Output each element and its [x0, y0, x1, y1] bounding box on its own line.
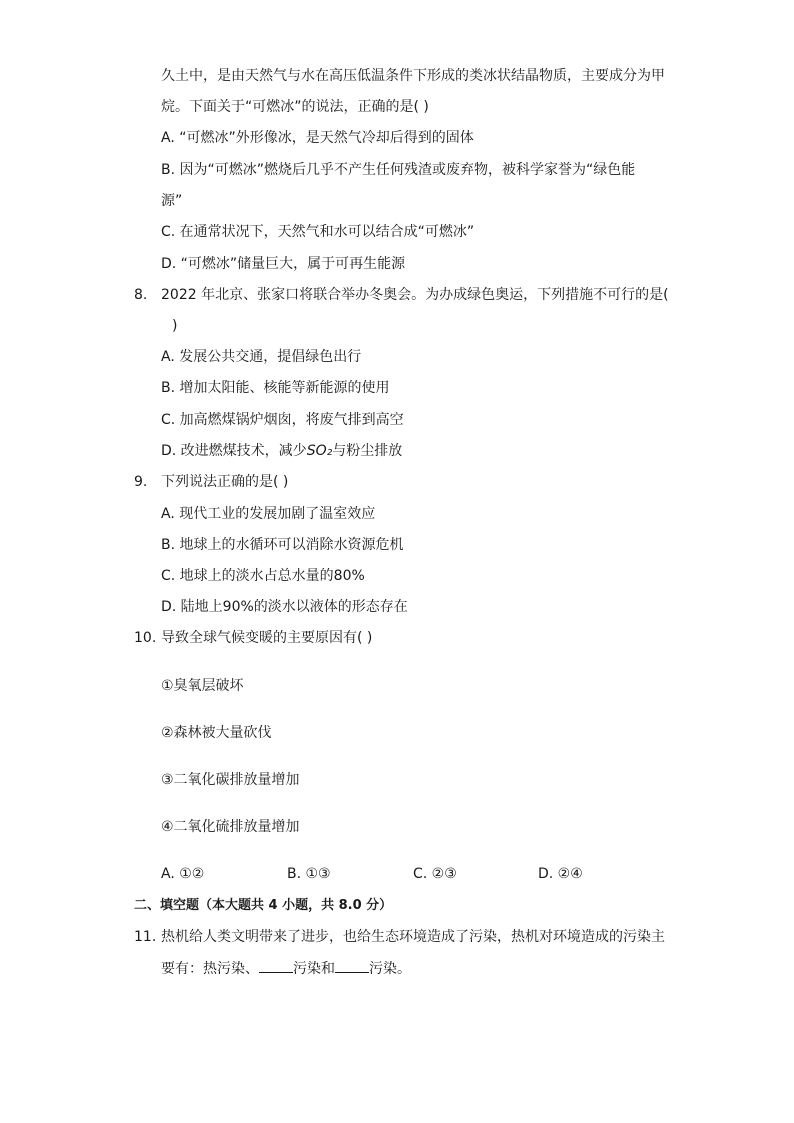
q7-option-d: D. “可燃冰”储量巨大，属于可再生能源	[161, 256, 406, 272]
q8-stem-line1: 2022 年北京、张家口将联合举办冬奥会。为办成绿色奥运，下列措施不可行的是(	[161, 287, 669, 303]
q8-option-a: A. 发展公共交通，提倡绿色出行	[161, 349, 362, 365]
q8-stem-line2: )	[172, 318, 178, 334]
q9-option-a: A. 现代工业的发展加剧了温室效应	[161, 506, 376, 522]
section-2-title: 二、填空题（本大题共 4 小题，共 8.0 分）	[134, 898, 393, 913]
q11-text-b: 污染和	[293, 961, 335, 977]
q10-item-3: ③二氧化碳排放量增加	[161, 772, 300, 788]
q8-option-d-text-pre: D. 改进燃煤技术，减少	[161, 443, 307, 459]
q11-stem-line1: 热机给人类文明带来了进步，也给生态环境造成了污染，热机对环境造成的污染主	[161, 929, 665, 945]
q7-option-c: C. 在通常状况下，天然气和水可以结合成“可燃冰”	[161, 224, 475, 240]
q10-option-c: C. ②③	[413, 866, 457, 882]
q8-option-d-formula: SO₂	[306, 443, 333, 459]
q7-stem-line1: 久土中，是由天然气与水在高压低温条件下形成的类冰状结晶物质，主要成分为甲	[161, 68, 665, 84]
q11-stem-line2	[161, 958, 411, 979]
q11-number: 11.	[134, 929, 157, 945]
q9-option-b: B. 地球上的水循环可以消除水资源危机	[161, 537, 404, 553]
q9-number: 9.	[134, 474, 148, 490]
q10-item-2: ②森林被大量砍伐	[161, 725, 272, 741]
q11-text-c: 污染。	[369, 961, 411, 977]
q11-blank-1	[259, 958, 293, 973]
q11-blank-2	[335, 958, 369, 973]
q8-option-b: B. 增加太阳能、核能等新能源的使用	[161, 380, 390, 396]
q11-text-a: 要有：热污染、	[161, 961, 259, 977]
q9-stem: 下列说法正确的是( )	[161, 474, 289, 490]
q7-option-b-line2: 源”	[161, 193, 183, 209]
q8-option-d-text-post: 与粉尘排放	[332, 443, 403, 459]
q10-number: 10.	[134, 630, 157, 646]
q9-option-d: D. 陆地上90%的淡水以液体的形态存在	[161, 599, 408, 615]
q8-option-d	[161, 441, 402, 461]
q10-option-b: B. ①③	[287, 866, 331, 882]
q7-stem-line2: 烷。下面关于“可燃冰”的说法，正确的是( )	[161, 99, 429, 115]
q10-option-a: A. ①②	[161, 866, 205, 882]
q10-item-4: ④二氧化硫排放量增加	[161, 819, 300, 835]
q9-option-c: C. 地球上的淡水占总水量的80%	[161, 568, 365, 584]
q8-option-c: C. 加高燃煤锅炉烟囱，将废气排到高空	[161, 412, 404, 428]
q7-option-b-line1: B. 因为“可燃冰”燃烧后几乎不产生任何残渣或废弃物，被科学家誉为“绿色能	[161, 162, 636, 178]
q10-options-row	[0, 864, 794, 884]
q7-option-a: A. “可燃冰”外形像冰，是天然气冷却后得到的固体	[161, 130, 474, 146]
q10-item-1: ①臭氧层破坏	[161, 678, 244, 694]
q8-number: 8.	[134, 287, 148, 303]
q10-option-d: D. ②④	[538, 866, 583, 882]
q10-stem: 导致全球气候变暖的主要原因有( )	[161, 630, 373, 646]
